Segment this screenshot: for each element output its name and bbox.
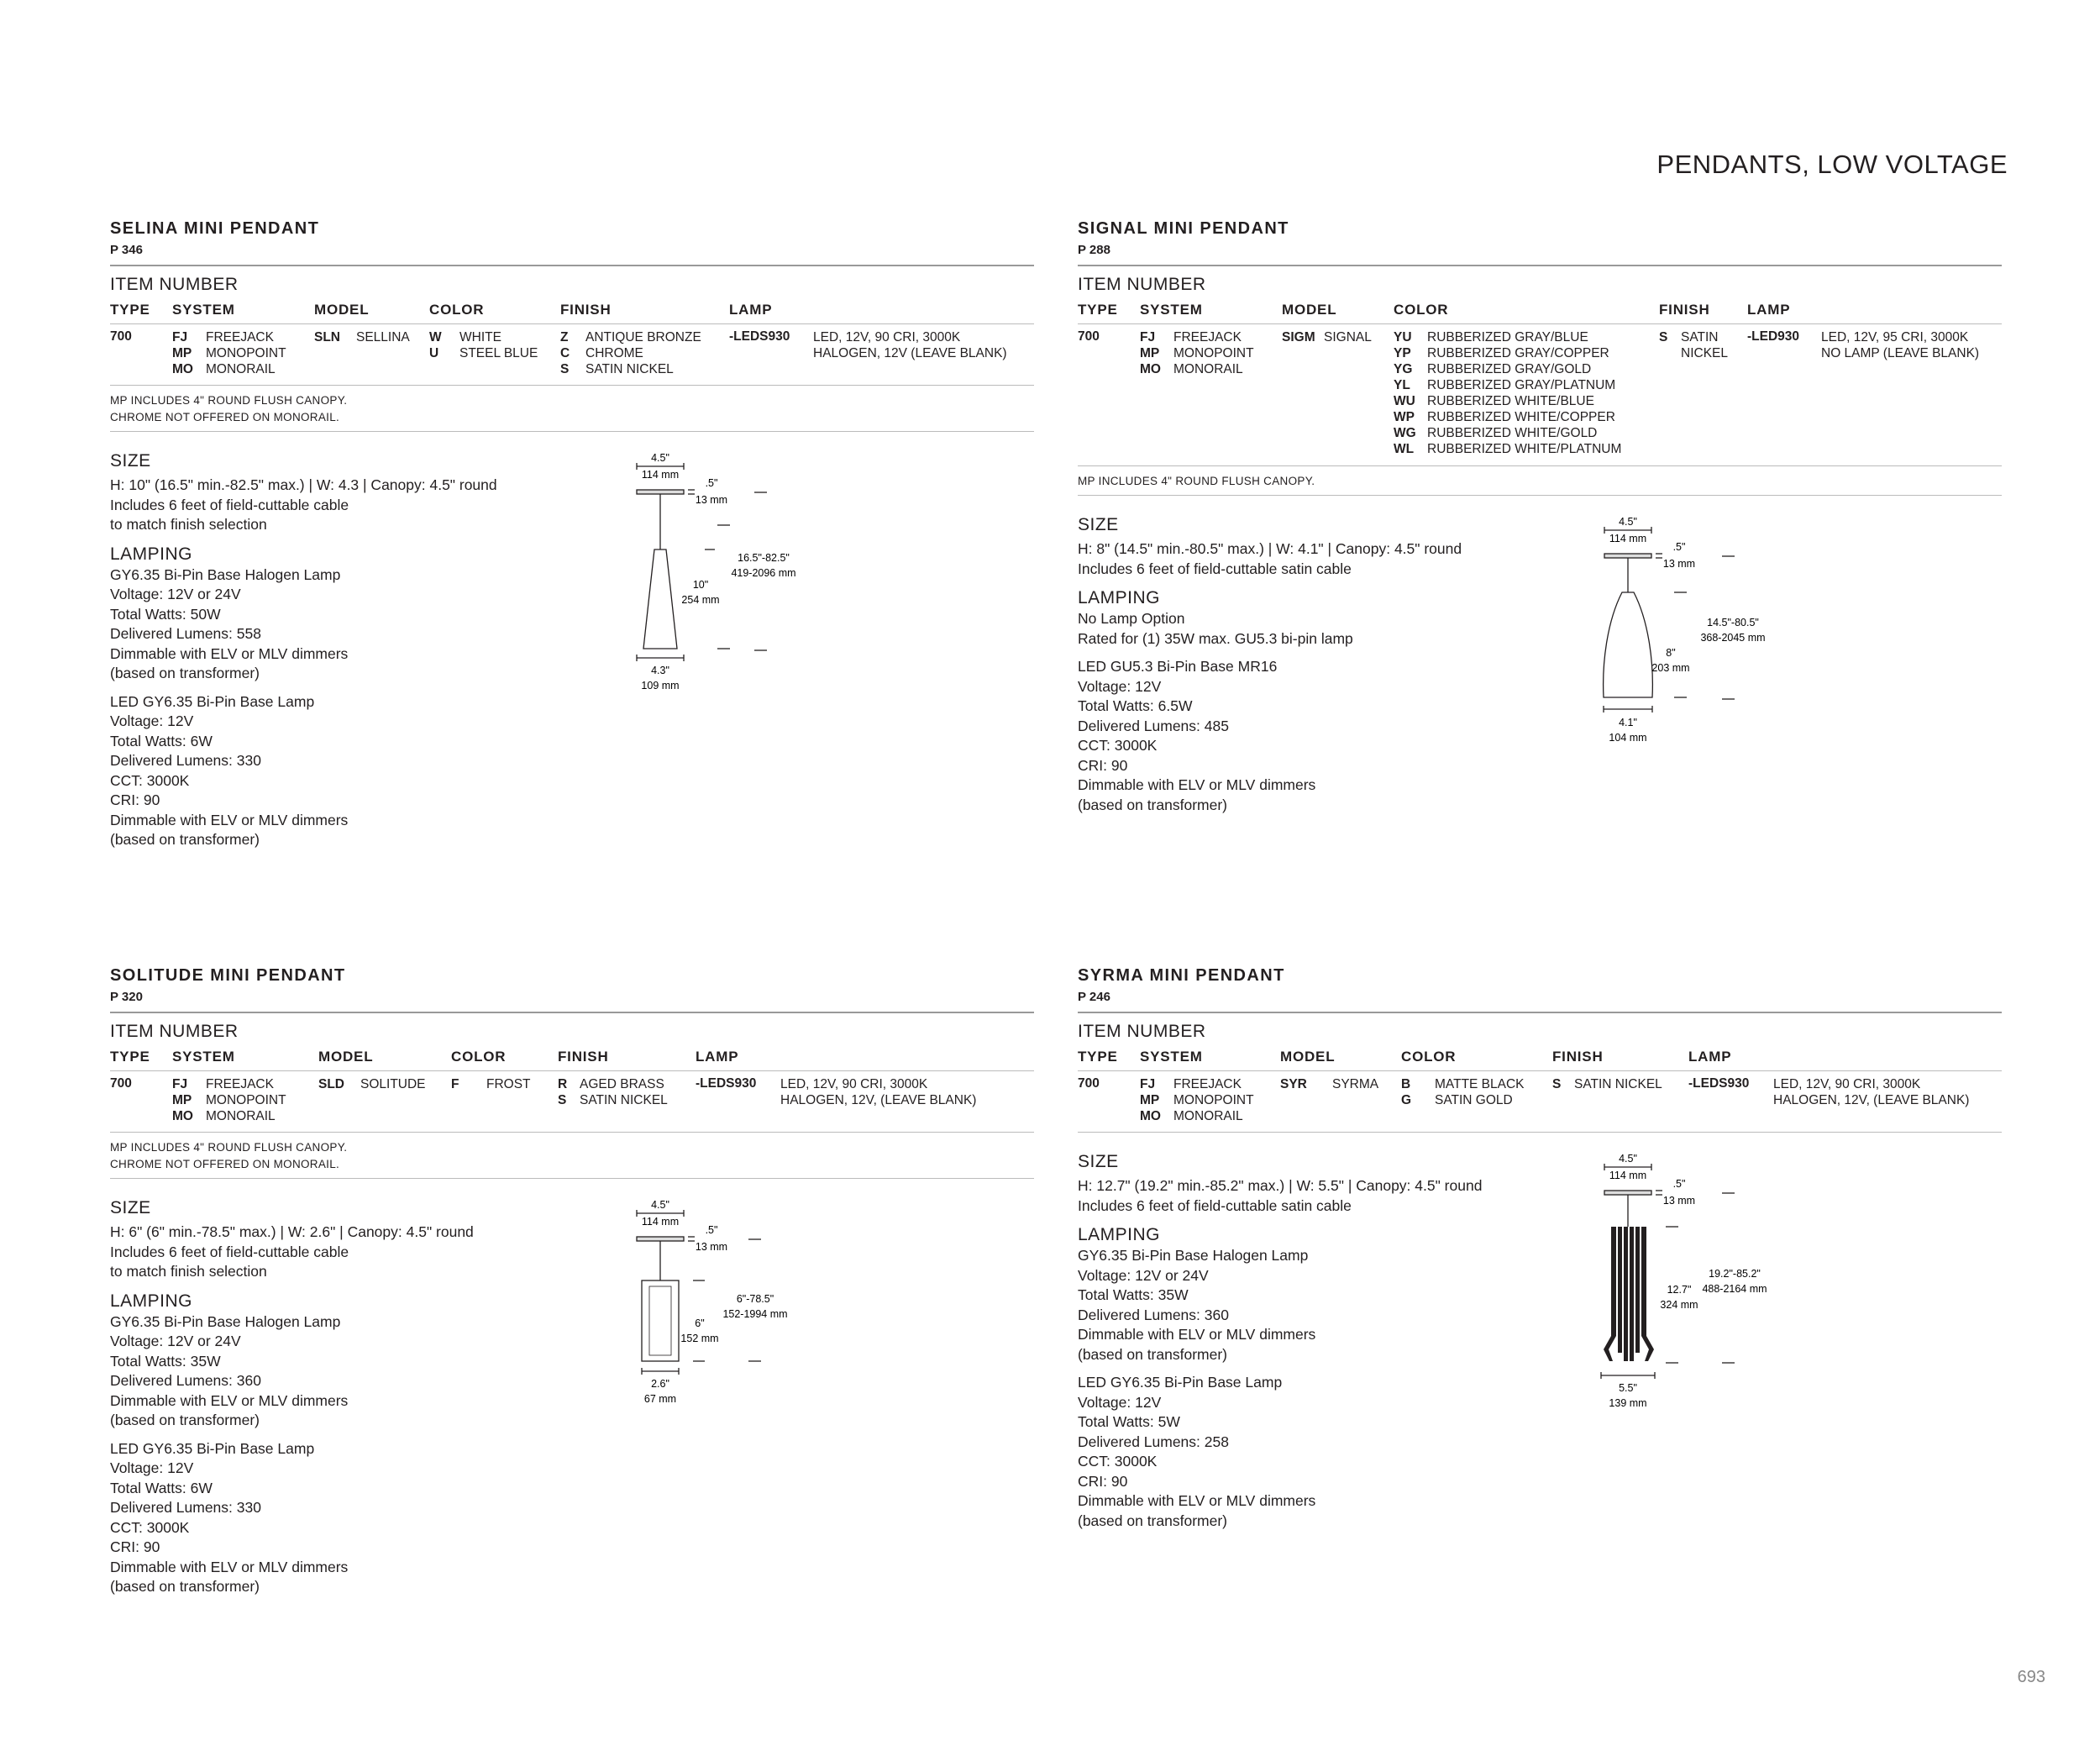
dim-width-in: 2.6" — [651, 1378, 669, 1390]
dim-thick-mm: 13 mm — [695, 494, 728, 506]
product-page-ref: P 246 — [1078, 990, 1110, 1004]
color-item: W WHITE — [429, 330, 501, 344]
size-line: H: 10" (16.5" min.-82.5" max.) | W: 4.3 | Canopy: 4.5" round — [110, 476, 497, 493]
col-lamp: LAMP — [696, 1049, 739, 1065]
product-page-ref: P 288 — [1078, 243, 1110, 257]
color-item: YU RUBBERIZED GRAY/BLUE — [1394, 330, 1588, 344]
spec-row — [1078, 1071, 2002, 1132]
lamping-line: Voltage: 12V or 24V — [110, 586, 241, 602]
lamping-line: Total Watts: 6W — [110, 1479, 213, 1496]
dim-width-in: 4.3" — [651, 665, 669, 676]
item-number-label: ITEM NUMBER — [110, 1022, 239, 1041]
system-item: MP MONOPOINT — [172, 1093, 286, 1107]
col-type: TYPE — [1078, 1049, 1118, 1065]
size-heading: SIZE — [110, 1198, 151, 1217]
dim-height-in: 10" — [692, 579, 709, 591]
lamping-line: Delivered Lumens: 258 — [1078, 1433, 1229, 1450]
note-line: MP INCLUDES 4" ROUND FLUSH CANOPY. — [110, 1141, 348, 1154]
color-list — [1394, 329, 1621, 457]
lamping-line: CRI: 90 — [110, 1538, 160, 1555]
col-color: COLOR — [1401, 1049, 1457, 1065]
lamp-description: LED, 12V, 90 CRI, 3000K HALOGEN, 12V (LEAVE BLANK) — [813, 330, 1007, 360]
item-number-label: ITEM NUMBER — [1078, 275, 1206, 294]
dim-width-in: 5.5" — [1619, 1382, 1637, 1394]
finish-item: S SATIN — [1659, 330, 1719, 344]
product-page-ref: P 320 — [110, 990, 143, 1004]
col-lamp: LAMP — [1688, 1049, 1732, 1065]
model-value: SLN SELLINA — [314, 330, 410, 344]
size-line: H: 12.7" (19.2" min.-85.2" max.) | W: 5.5" | Canopy: 4.5" round — [1078, 1177, 1483, 1194]
page-title: PENDANTS, LOW VOLTAGE — [1656, 150, 2008, 179]
lamping-line: (based on transformer) — [1078, 1512, 1227, 1529]
lamping-line: GY6.35 Bi-Pin Base Halogen Lamp — [110, 1312, 341, 1330]
product-text — [1078, 496, 1548, 815]
lamp-code: -LEDS930 — [729, 329, 790, 344]
lamping-line: CCT: 3000K — [110, 771, 190, 789]
color-item: WU RUBBERIZED WHITE/BLUE — [1394, 394, 1594, 408]
dim-overall-in: 19.2"-85.2" — [1709, 1268, 1761, 1280]
col-system: SYSTEM — [172, 1049, 235, 1065]
color-item: U STEEL BLUE — [429, 346, 538, 360]
item-number-label: ITEM NUMBER — [110, 275, 239, 294]
lamping-line: Delivered Lumens: 360 — [1078, 1306, 1229, 1323]
color-item: WP RUBBERIZED WHITE/COPPER — [1394, 410, 1615, 424]
system-list — [1140, 1076, 1254, 1124]
lamping-line: (based on transformer) — [1078, 1345, 1227, 1363]
col-type: TYPE — [110, 302, 150, 318]
finish-item: NICKEL — [1681, 346, 1728, 360]
lamping-line: Dimmable with ELV or MLV dimmers — [110, 811, 349, 828]
finish-item: S SATIN NICKEL — [1552, 1077, 1662, 1091]
dim-canopy-mm: 114 mm — [1609, 533, 1647, 544]
color-list — [429, 329, 538, 361]
product-text — [1078, 1133, 1548, 1531]
lamping-line: LED GY6.35 Bi-Pin Base Lamp — [1078, 1374, 1283, 1391]
finish-item: C CHROME — [560, 346, 643, 360]
finish-list — [1659, 329, 1728, 361]
dim-canopy-in: 4.5" — [1619, 516, 1637, 528]
lamping-line: Dimmable with ELV or MLV dimmers — [110, 644, 349, 662]
lamping-line: Total Watts: 6W — [110, 732, 213, 749]
note-line: CHROME NOT OFFERED ON MONORAIL. — [110, 1158, 340, 1170]
type-value: 700 — [110, 329, 132, 344]
system-item: MO MONORAIL — [1140, 362, 1243, 376]
dim-height-mm: 324 mm — [1660, 1299, 1698, 1311]
lamping-line: Delivered Lumens: 485 — [1078, 717, 1229, 734]
system-item: FJ FREEJACK — [1140, 330, 1242, 344]
product-section-solitude — [110, 965, 1034, 1597]
lamping-line: Dimmable with ELV or MLV dimmers — [1078, 1492, 1316, 1509]
finish-list — [1552, 1076, 1662, 1092]
product-page-ref: P 346 — [110, 243, 143, 257]
dim-thick-mm: 13 mm — [1662, 1195, 1696, 1207]
size-heading: SIZE — [110, 451, 151, 471]
lamping-line: Total Watts: 5W — [1078, 1413, 1180, 1430]
lamping-line: Delivered Lumens: 330 — [110, 1499, 261, 1516]
lamping-line: Delivered Lumens: 360 — [110, 1372, 261, 1389]
col-model: MODEL — [318, 1049, 374, 1065]
lamping-line: CCT: 3000K — [1078, 1453, 1158, 1470]
lamping-line: CRI: 90 — [1078, 756, 1128, 774]
finish-list — [560, 329, 701, 377]
spec-row — [1078, 324, 2002, 465]
dim-overall-in: 14.5"-80.5" — [1707, 617, 1759, 628]
size-line: Includes 6 feet of field-cuttable satin cable — [1078, 560, 1352, 577]
lamping-line: (based on transformer) — [110, 665, 260, 681]
dim-height-mm: 152 mm — [680, 1333, 719, 1344]
color-list — [451, 1076, 531, 1092]
divider — [1078, 1012, 2002, 1013]
col-color: COLOR — [1394, 302, 1449, 318]
lamp-code: -LEDS930 — [696, 1076, 757, 1091]
dim-overall-mm: 152-1994 mm — [722, 1308, 788, 1320]
product-section-selina — [110, 218, 1034, 850]
color-item: WG RUBBERIZED WHITE/GOLD — [1394, 426, 1598, 440]
dim-width-mm: 109 mm — [641, 680, 680, 691]
lamp-description: LED, 12V, 90 CRI, 3000K HALOGEN, 12V, (LEAVE BLANK) — [780, 1077, 977, 1107]
color-item: G SATIN GOLD — [1401, 1093, 1513, 1107]
col-lamp: LAMP — [1747, 302, 1791, 318]
color-item: F FROST — [451, 1077, 531, 1091]
col-model: MODEL — [314, 302, 370, 318]
note-line: CHROME NOT OFFERED ON MONORAIL. — [110, 411, 340, 423]
color-item: B MATTE BLACK — [1401, 1077, 1525, 1091]
dim-height-mm: 203 mm — [1651, 662, 1690, 674]
finish-list — [558, 1076, 668, 1108]
lamping-line: Total Watts: 50W — [110, 605, 221, 623]
color-item: WL RUBBERIZED WHITE/PLATNUM — [1394, 442, 1622, 456]
notes — [110, 386, 1034, 431]
product-text — [110, 1179, 580, 1597]
dim-width-mm: 67 mm — [643, 1393, 677, 1405]
dim-thick-in: .5" — [1672, 541, 1686, 553]
product-section-syrma — [1078, 965, 2002, 1531]
col-lamp: LAMP — [729, 302, 773, 318]
lamping-line: No Lamp Option — [1078, 610, 1185, 627]
col-finish: FINISH — [560, 302, 612, 318]
divider — [1078, 265, 2002, 266]
dim-canopy-mm: 114 mm — [641, 469, 680, 481]
color-list — [1401, 1076, 1525, 1108]
lamping-line: GY6.35 Bi-Pin Base Halogen Lamp — [1078, 1247, 1309, 1264]
color-item: YG RUBBERIZED GRAY/GOLD — [1394, 362, 1592, 376]
syrma-dimension-drawing — [1548, 1149, 1867, 1418]
dim-overall-in: 6"-78.5" — [736, 1293, 774, 1305]
dim-thick-in: .5" — [705, 1224, 718, 1236]
dim-width-in: 4.1" — [1619, 717, 1637, 728]
lamp-code: -LED930 — [1747, 329, 1800, 344]
system-list — [172, 1076, 286, 1124]
dim-canopy-in: 4.5" — [651, 1199, 669, 1211]
lamping-line: LED GU5.3 Bi-Pin Base MR16 — [1078, 658, 1278, 675]
dim-overall-in: 16.5"-82.5" — [738, 552, 790, 564]
spec-row — [110, 1071, 1034, 1132]
col-color: COLOR — [451, 1049, 507, 1065]
system-list — [172, 329, 286, 377]
dim-overall-mm: 419-2096 mm — [731, 567, 796, 579]
product-title: SYRMA MINI PENDANT — [1078, 966, 1285, 985]
finish-item: R AGED BRASS — [558, 1077, 664, 1091]
dim-height-in: 8" — [1666, 647, 1676, 659]
product-text — [110, 432, 580, 850]
system-item: MO MONORAIL — [172, 1109, 276, 1123]
size-line: Includes 6 feet of field-cuttable cable — [110, 496, 349, 513]
lamping-line: Delivered Lumens: 558 — [110, 625, 261, 642]
lamping-line: Rated for (1) 35W max. GU5.3 bi-pin lamp — [1078, 629, 1353, 647]
lamping-heading: LAMPING — [1078, 588, 1161, 607]
size-line: to match finish selection — [110, 1263, 267, 1280]
system-item: FJ FREEJACK — [172, 330, 274, 344]
type-value: 700 — [110, 1076, 132, 1091]
dim-canopy-in: 4.5" — [651, 452, 669, 464]
lamping-line: GY6.35 Bi-Pin Base Halogen Lamp — [110, 565, 341, 583]
system-item: FJ FREEJACK — [172, 1077, 274, 1091]
lamping-line: (based on transformer) — [110, 1578, 260, 1595]
lamping-heading: LAMPING — [110, 1291, 193, 1311]
col-color: COLOR — [429, 302, 485, 318]
lamping-line: (based on transformer) — [110, 831, 260, 848]
dim-thick-in: .5" — [705, 477, 718, 489]
dim-canopy-mm: 114 mm — [641, 1216, 680, 1228]
col-system: SYSTEM — [1140, 302, 1203, 318]
divider — [110, 1012, 1034, 1013]
lamping-line: Dimmable with ELV or MLV dimmers — [110, 1391, 349, 1409]
lamping-line: Delivered Lumens: 330 — [110, 752, 261, 769]
lamping-line: (based on transformer) — [110, 1412, 260, 1428]
dim-overall-mm: 488-2164 mm — [1702, 1283, 1767, 1295]
dim-width-mm: 139 mm — [1609, 1397, 1647, 1409]
model-value: SLD SOLITUDE — [318, 1077, 426, 1091]
system-item: MO MONORAIL — [1140, 1109, 1243, 1123]
dim-thick-in: .5" — [1672, 1178, 1686, 1190]
system-item: MP MONOPOINT — [172, 346, 286, 360]
color-item: YP RUBBERIZED GRAY/COPPER — [1394, 346, 1609, 360]
col-finish: FINISH — [558, 1049, 609, 1065]
lamping-line: Dimmable with ELV or MLV dimmers — [1078, 776, 1316, 793]
color-item: YL RUBBERIZED GRAY/PLATNUM — [1394, 378, 1616, 392]
lamping-line: Total Watts: 35W — [110, 1352, 221, 1370]
lamping-line: CRI: 90 — [1078, 1472, 1128, 1490]
system-item: FJ FREEJACK — [1140, 1077, 1242, 1091]
lamping-line: Total Watts: 6.5W — [1078, 697, 1193, 714]
dim-height-in: 6" — [695, 1317, 705, 1329]
size-heading: SIZE — [1078, 1152, 1119, 1171]
lamping-line: Dimmable with ELV or MLV dimmers — [110, 1558, 349, 1575]
type-value: 700 — [1078, 1076, 1100, 1091]
notes — [1078, 466, 2002, 495]
note-line: MP INCLUDES 4" ROUND FLUSH CANOPY. — [110, 394, 348, 407]
dim-canopy-in: 4.5" — [1619, 1153, 1637, 1165]
size-line: H: 8" (14.5" min.-80.5" max.) | W: 4.1" | Canopy: 4.5" round — [1078, 540, 1462, 557]
col-finish: FINISH — [1552, 1049, 1604, 1065]
spec-header-row — [110, 1049, 1034, 1070]
lamp-description: LED, 12V, 95 CRI, 3000K NO LAMP (LEAVE BLANK) — [1821, 330, 1980, 360]
size-heading: SIZE — [1078, 515, 1119, 534]
finish-item: Z ANTIQUE BRONZE — [560, 330, 701, 344]
model-value: SYR SYRMA — [1280, 1077, 1379, 1091]
lamping-line: Voltage: 12V or 24V — [110, 1333, 241, 1349]
lamp-description: LED, 12V, 90 CRI, 3000K HALOGEN, 12V, (LEAVE BLANK) — [1773, 1077, 1970, 1107]
spec-header-row — [1078, 1049, 2002, 1070]
product-title: SIGNAL MINI PENDANT — [1078, 219, 1289, 238]
spec-header-row — [1078, 302, 2002, 323]
size-line: Includes 6 feet of field-cuttable satin cable — [1078, 1196, 1352, 1214]
signal-dimension-drawing — [1548, 513, 1867, 765]
model-value: SIGM SIGNAL — [1282, 330, 1372, 344]
size-line: to match finish selection — [110, 516, 267, 533]
notes — [110, 1133, 1034, 1178]
lamping-line: Dimmable with ELV or MLV dimmers — [1078, 1326, 1316, 1343]
col-model: MODEL — [1282, 302, 1337, 318]
solitude-dimension-drawing — [580, 1196, 900, 1448]
dim-canopy-mm: 114 mm — [1609, 1170, 1647, 1181]
lamping-line: Voltage: 12V or 24V — [1078, 1266, 1209, 1284]
dim-thick-mm: 13 mm — [1662, 558, 1696, 570]
product-title: SOLITUDE MINI PENDANT — [110, 966, 346, 985]
col-type: TYPE — [110, 1049, 150, 1065]
note-line: MP INCLUDES 4" ROUND FLUSH CANOPY. — [1078, 475, 1315, 487]
lamping-line: Voltage: 12V — [110, 1459, 194, 1476]
size-line: Includes 6 feet of field-cuttable cable — [110, 1243, 349, 1260]
lamping-line: Voltage: 12V — [1078, 677, 1162, 695]
dim-thick-mm: 13 mm — [695, 1241, 728, 1253]
lamping-line: Total Watts: 35W — [1078, 1286, 1189, 1303]
lamping-line: LED GY6.35 Bi-Pin Base Lamp — [110, 1439, 315, 1457]
divider — [110, 265, 1034, 266]
spec-row — [110, 324, 1034, 385]
col-type: TYPE — [1078, 302, 1118, 318]
selina-dimension-drawing — [580, 449, 900, 709]
system-item: MP MONOPOINT — [1140, 346, 1254, 360]
system-list — [1140, 329, 1254, 377]
finish-item: S SATIN NICKEL — [560, 362, 674, 376]
size-line: H: 6" (6" min.-78.5" max.) | W: 2.6" | Canopy: 4.5" round — [110, 1223, 474, 1240]
col-system: SYSTEM — [172, 302, 235, 318]
product-title: SELINA MINI PENDANT — [110, 219, 320, 238]
col-model: MODEL — [1280, 1049, 1336, 1065]
system-item: MP MONOPOINT — [1140, 1093, 1254, 1107]
lamping-heading: LAMPING — [110, 544, 193, 564]
lamping-line: Voltage: 12V — [110, 712, 194, 729]
dim-overall-mm: 368-2045 mm — [1700, 632, 1766, 644]
lamping-line: CCT: 3000K — [1078, 737, 1158, 754]
lamping-line: LED GY6.35 Bi-Pin Base Lamp — [110, 692, 315, 710]
item-number-label: ITEM NUMBER — [1078, 1022, 1206, 1041]
page-number: 693 — [2017, 1668, 2045, 1686]
lamp-code: -LEDS930 — [1688, 1076, 1750, 1091]
lamping-line: (based on transformer) — [1078, 796, 1227, 813]
lamping-heading: LAMPING — [1078, 1225, 1161, 1244]
dim-height-mm: 254 mm — [681, 594, 720, 606]
lamping-line: Voltage: 12V — [1078, 1393, 1162, 1411]
spec-header-row — [110, 302, 1034, 323]
col-finish: FINISH — [1659, 302, 1710, 318]
lamping-line: CCT: 3000K — [110, 1518, 190, 1536]
product-section-signal — [1078, 218, 2002, 815]
dim-height-in: 12.7" — [1667, 1284, 1692, 1296]
dim-width-mm: 104 mm — [1609, 732, 1647, 744]
system-item: MO MONORAIL — [172, 362, 276, 376]
lamping-line: CRI: 90 — [110, 791, 160, 808]
type-value: 700 — [1078, 329, 1100, 344]
col-system: SYSTEM — [1140, 1049, 1203, 1065]
finish-item: S SATIN NICKEL — [558, 1093, 668, 1107]
